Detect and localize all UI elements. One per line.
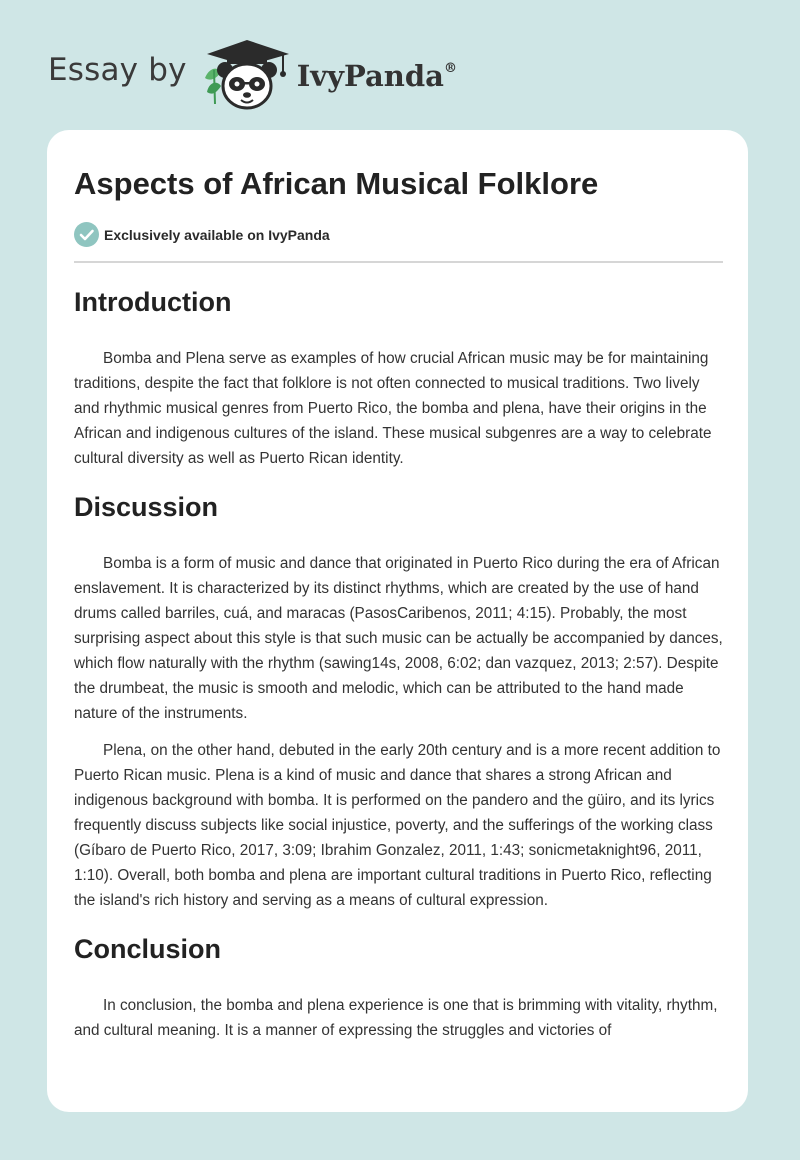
section-heading: Discussion xyxy=(74,492,219,522)
paragraph: Bomba is a form of music and dance that originated in Puerto Rico during the era of African enslavement. It is characterized by its distinct rhythms, which are created by the use of hand drums called barriles, cuá, and maracas (PasosCaribenos, 2011; 4:15). Probably, the most surprising aspect about this style is that such music can be actually be accompanied by dances, which flow naturally with the rhythm (sawing14s, 2008, 6:02; dan vazquez, 2013; 2:57). Despite the drumbeat, the music is smooth and melodic, which can be attributed to the hand made nature of the instruments. xyxy=(74,555,723,722)
section-heading: Conclusion xyxy=(74,934,221,964)
registered-mark: ® xyxy=(443,61,457,76)
section-conclusion xyxy=(74,927,723,1043)
panda-graduate-icon xyxy=(201,34,293,114)
badge-text: Exclusively available on IvyPanda xyxy=(104,226,330,243)
paragraph: Bomba and Plena serve as examples of how crucial African music may be for maintaining traditions, despite the fact that folklore is not often connected to musical traditions. Two lively and rhythmic musical genres from Puerto Rico, the bomba and plena, have their origins in the African and indigenous cultures of the island. These musical subgenres are a way to celebrate cultural diversity as well as Puerto Rican identity. xyxy=(74,350,712,467)
essay-card xyxy=(47,130,748,1112)
brand-name: IvyPanda® xyxy=(296,59,457,93)
check-circle-icon xyxy=(74,222,99,247)
exclusive-badge xyxy=(74,222,330,247)
page-title: Aspects of African Musical Folklore xyxy=(74,166,599,201)
section-discussion xyxy=(74,485,723,913)
essay-body xyxy=(74,280,723,1055)
section-introduction xyxy=(74,280,723,471)
section-heading: Introduction xyxy=(74,287,232,317)
brand-prefix: Essay by xyxy=(48,52,187,88)
paragraph: Plena, on the other hand, debuted in the early 20th century and is a more recent addition to Puerto Rican music. Plena is a kind of music and dance that shares a strong African and indigenous background with bomba. It is performed on the pandero and the güiro, and its lyrics frequently discuss subjects like social injustice, poverty, and the sufferings of the working class (Gíbaro de Puerto Rico, 2017, 3:09; Ibrahim Gonzalez, 2011, 1:43; sonicmetaknight96, 2011, 1:10). Overall, both bomba and plena are important cultural traditions in Puerto Rico, reflecting the island's rich history and serving as a means of cultural expression. xyxy=(74,742,721,909)
divider xyxy=(74,261,723,263)
paragraph: In conclusion, the bomba and plena experience is one that is brimming with vitality, rhythm, and cultural meaning. It is a manner of expressing the struggles and victories of xyxy=(74,997,718,1039)
brand-header[interactable] xyxy=(48,34,457,114)
